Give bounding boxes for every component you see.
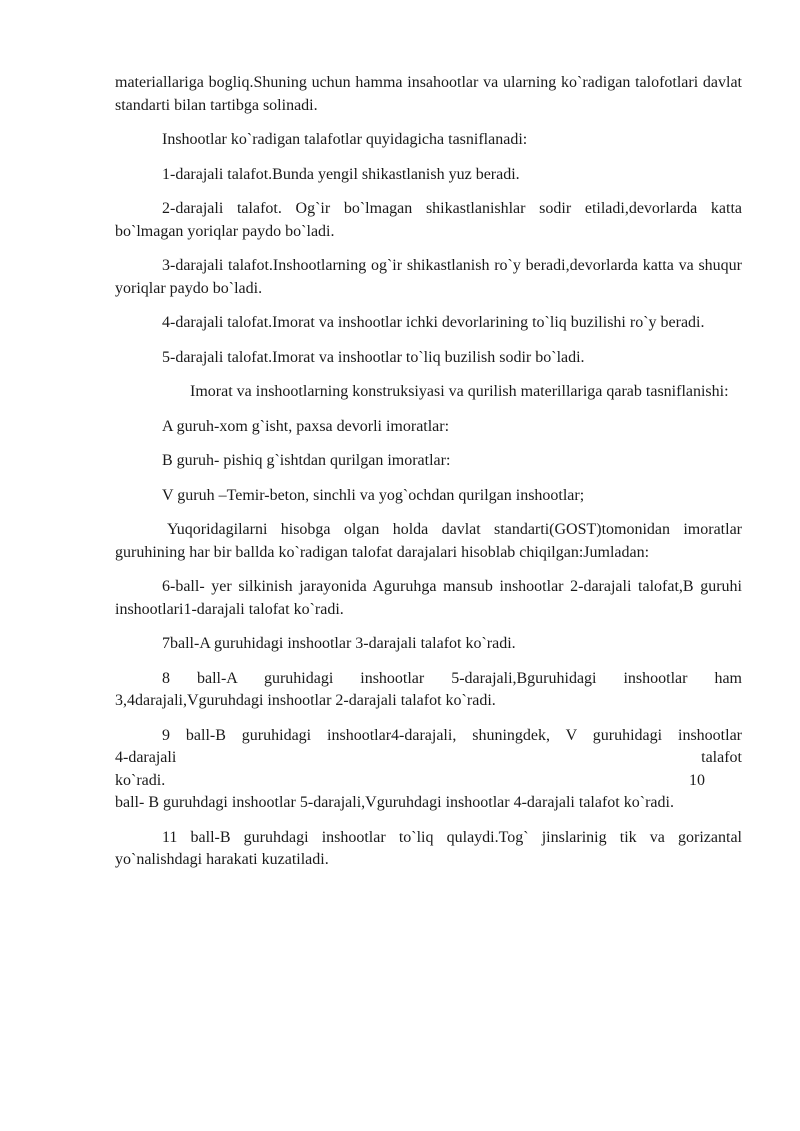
paragraph-ball-6: 6-ball- yer silkinish jarayonida Aguruhga mansub inshootlar 2-darajali talofat,B guruhi inshootlari1-darajali talofat ko`radi. <box>115 578 742 618</box>
paragraph-group-a: A guruh-xom g`isht, paxsa devorli imoratlar: <box>162 417 450 435</box>
ball-9-line-3-left: ko`radi. <box>115 771 166 789</box>
paragraph-construction-classification: Imorat va inshootlarning konstruksiyasi va qurilish materillariga qarab tasniflanishi: <box>190 383 729 400</box>
ball-9-line-2: 4-darajali talafot <box>115 749 742 766</box>
ball-10-number: 10 <box>689 771 705 789</box>
paragraph-ball-7: 7ball-A guruhidagi inshootlar 3-darajali talafot ko`radi. <box>162 635 516 652</box>
paragraph-1: materiallariga bogliq.Shuning uchun hamma insahootlar va ularning ko`radigan talofotlari davlat standarti bilan tartibga solinadi. <box>115 74 742 114</box>
paragraph-damage-level-2: 2-darajali talafot. Og`ir bo`lmagan shikastlanishlar sodir etiladi,devorlarda katta bo`lmagan yoriqlar paydo bo`ladi. <box>115 200 742 240</box>
paragraph-ball-9-10 <box>115 725 742 815</box>
paragraph-damage-level-5: 5-darajali talofat.Imorat va inshootlar to`liq buzilish sodir bo`ladi. <box>162 348 585 366</box>
paragraph-group-v: V guruh –Temir-beton, sinchli va yog`ochdan qurilgan inshootlar; <box>162 486 585 504</box>
ball-9-line-1: 9 ball-B guruhidagi inshootlar4-darajali, shuningdek, V guruhidagi inshootlar <box>162 726 742 744</box>
ball-9-line-3 <box>115 770 742 793</box>
document-page <box>115 72 742 884</box>
paragraph-damage-level-4: 4-darajali talofat.Imorat va inshootlar ichki devorlarining to`liq buzilishi ro`y beradi. <box>162 314 705 331</box>
paragraph-damage-level-1: 1-darajali talafot.Bunda yengil shikastlanish yuz beradi. <box>162 165 520 183</box>
paragraph-ball-11: 11 ball-B guruhdagi inshootlar to`liq qulaydi.Tog` jinslarinig tik va gorizantal yo`nalishdagi harakati kuzatiladi. <box>115 828 742 868</box>
paragraph-group-b: B guruh- pishiq g`ishtdan qurilgan imoratlar: <box>162 452 451 469</box>
paragraph-gost-intro: Yuqoridagilarni hisobga olgan holda davlat standarti(GOST)tomonidan imoratlar guruhining har bir ballda ko`radigan talofat darajalari hisoblab chiqilgan:Jumladan: <box>115 521 742 561</box>
paragraph-damage-level-3: 3-darajali talafot.Inshootlarning og`ir shikastlanish ro`y beradi,devorlarda katta va shuqur yoriqlar paydo bo`ladi. <box>115 257 742 297</box>
ball-10-line: ball- B guruhdagi inshootlar 5-darajali,Vguruhdagi inshootlar 4-darajali talafot ko`radi. <box>115 794 674 811</box>
paragraph-ball-8: 8 ball-A guruhidagi inshootlar 5-darajali,Bguruhidagi inshootlar ham 3,4darajali,Vguruhdagi inshootlar 2-darajali talafot ko`radi. <box>115 669 742 709</box>
paragraph-classification-intro: Inshootlar ko`radigan talafotlar quyidagicha tasniflanadi: <box>162 131 528 148</box>
